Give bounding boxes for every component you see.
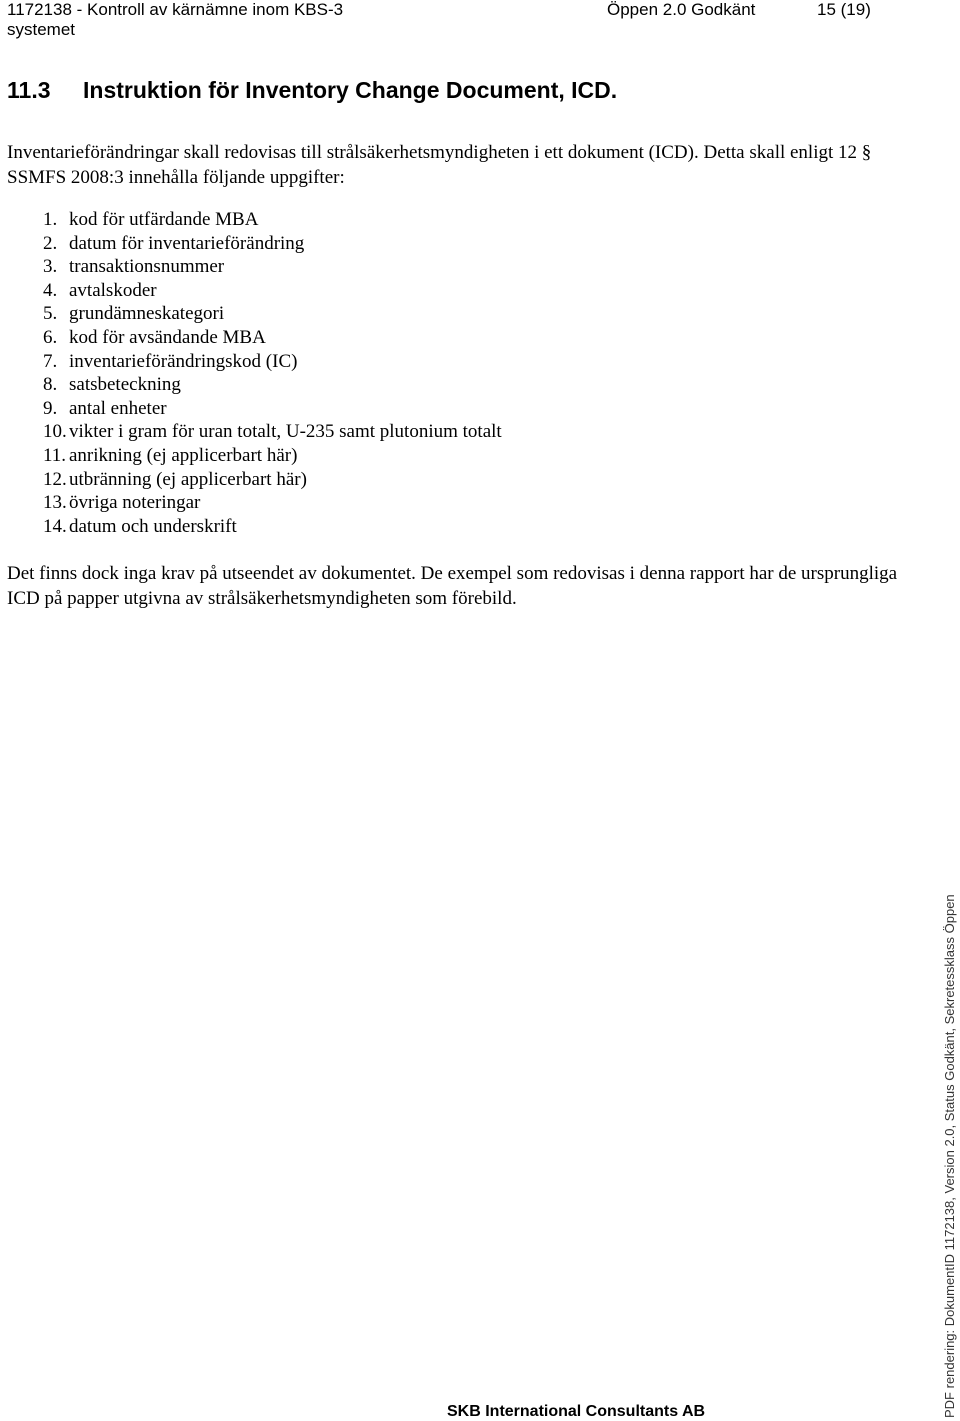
item-text: övriga noteringar bbox=[69, 492, 201, 514]
item-text: antal enheter bbox=[69, 397, 167, 419]
item-text: avtalskoder bbox=[69, 279, 157, 301]
page-number: 15 (19) bbox=[817, 0, 871, 19]
list-item bbox=[7, 232, 502, 256]
list-item bbox=[7, 491, 502, 515]
pdf-rendering-note: PDF rendering: DokumentID 1172138, Version 2.0, Status Godkänt, Sekretessklass Öppen bbox=[942, 894, 957, 1418]
item-number: 14. bbox=[43, 515, 67, 537]
footer-company: SKB International Consultants AB bbox=[447, 1403, 706, 1420]
item-number: 4. bbox=[43, 279, 58, 301]
item-number: 8. bbox=[43, 374, 58, 396]
list-item bbox=[7, 515, 502, 539]
list-item bbox=[7, 444, 502, 468]
item-text: satsbeteckning bbox=[69, 374, 181, 396]
list-item bbox=[7, 397, 502, 421]
item-number: 10. bbox=[43, 421, 67, 443]
item-text: inventarieförändringskod (IC) bbox=[69, 350, 298, 372]
list-item bbox=[7, 302, 502, 326]
item-number: 11. bbox=[43, 444, 67, 466]
item-number: 9. bbox=[43, 397, 58, 419]
item-text: utbränning (ej applicerbart här) bbox=[69, 468, 307, 490]
item-text: anrikning (ej applicerbart här) bbox=[69, 444, 298, 466]
item-text: vikter i gram för uran totalt, U-235 samt plutonium totalt bbox=[69, 421, 502, 443]
item-text: datum och underskrift bbox=[69, 515, 237, 537]
list-item bbox=[7, 373, 502, 397]
item-number: 1. bbox=[43, 209, 58, 230]
document-title: 1172138 - Kontroll av kärnämne inom KBS-3 systemet bbox=[7, 0, 344, 39]
section-title: Instruktion för Inventory Change Document, ICD. bbox=[83, 77, 618, 103]
closing-paragraph: Det finns dock inga krav på utseendet av dokumentet. De exempel som redovisas i denna rapport har de ursprungliga ICD på papper utgivna av strålsäkerhetsmyndigheten som förebild. bbox=[7, 563, 898, 609]
list-item bbox=[7, 468, 502, 492]
item-text: datum för inventarieförändring bbox=[69, 232, 305, 254]
item-number: 7. bbox=[43, 350, 58, 372]
section-number: 11.3 bbox=[7, 77, 51, 103]
intro-paragraph: Inventarieförändringar skall redovisas till strålsäkerhetsmyndigheten i ett dokument (ICD). Detta skall enligt 12 § SSMFS 2008:3 innehålla följande uppgifter: bbox=[7, 142, 872, 188]
list-item bbox=[7, 255, 502, 279]
item-number: 6. bbox=[43, 326, 58, 348]
page-header bbox=[0, 0, 960, 44]
item-text: kod för utfärdande MBA bbox=[69, 209, 259, 230]
list-item bbox=[7, 326, 502, 350]
item-number: 12. bbox=[43, 468, 67, 490]
requirement-list bbox=[7, 208, 502, 538]
item-number: 5. bbox=[43, 303, 58, 325]
item-text: grundämneskategori bbox=[69, 303, 225, 325]
item-number: 13. bbox=[43, 492, 67, 514]
item-number: 2. bbox=[43, 232, 58, 254]
list-item bbox=[7, 420, 502, 444]
item-number: 3. bbox=[43, 256, 58, 278]
item-text: transaktionsnummer bbox=[69, 256, 225, 278]
section-heading bbox=[7, 76, 617, 104]
list-item bbox=[7, 208, 502, 232]
list-item bbox=[7, 279, 502, 303]
document-status: Öppen 2.0 Godkänt bbox=[607, 0, 756, 19]
item-text: kod för avsändande MBA bbox=[69, 326, 266, 348]
list-item bbox=[7, 350, 502, 374]
